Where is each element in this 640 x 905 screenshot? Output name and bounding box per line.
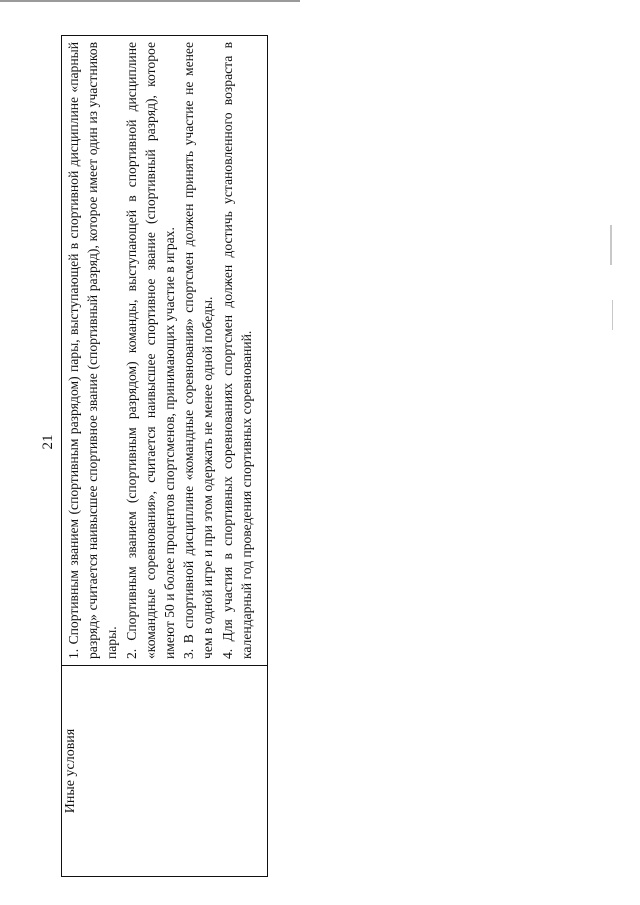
table-row xyxy=(62,36,268,877)
condition-item: 4. Для участия в спортивных соревнованиях спортсмен должен достичь установленного возраста в календарный год проведения спортивных соревнований. xyxy=(219,42,254,659)
condition-item: 3. В спортивной дисциплине «командные соревнования» спортсмен должен принять участие не менее чем в одной игре и при этом одержать не менее одной победы. xyxy=(181,42,216,659)
row-label: Иные условия xyxy=(62,666,268,877)
page-number: 21 xyxy=(40,434,56,450)
conditions-cell xyxy=(62,36,268,666)
conditions-table xyxy=(61,35,268,877)
condition-item: 2. Спортивным званием (спортивным разрядом) команды, выступающей в спортивной дисциплине «командные соревнования», считается наивысшее спортивное звание (спортивный разряд), которое имеют 50 и более процентов спортсменов, принимающих участие в играх. xyxy=(123,42,178,659)
condition-item: 1. Спортивным званием (спортивным разрядом) пары, выступающей в спортивной дисциплине «парный разряд» считается наивысшее спортивное звание (спортивный разряд), которое имеет один из участников пары. xyxy=(66,42,120,659)
